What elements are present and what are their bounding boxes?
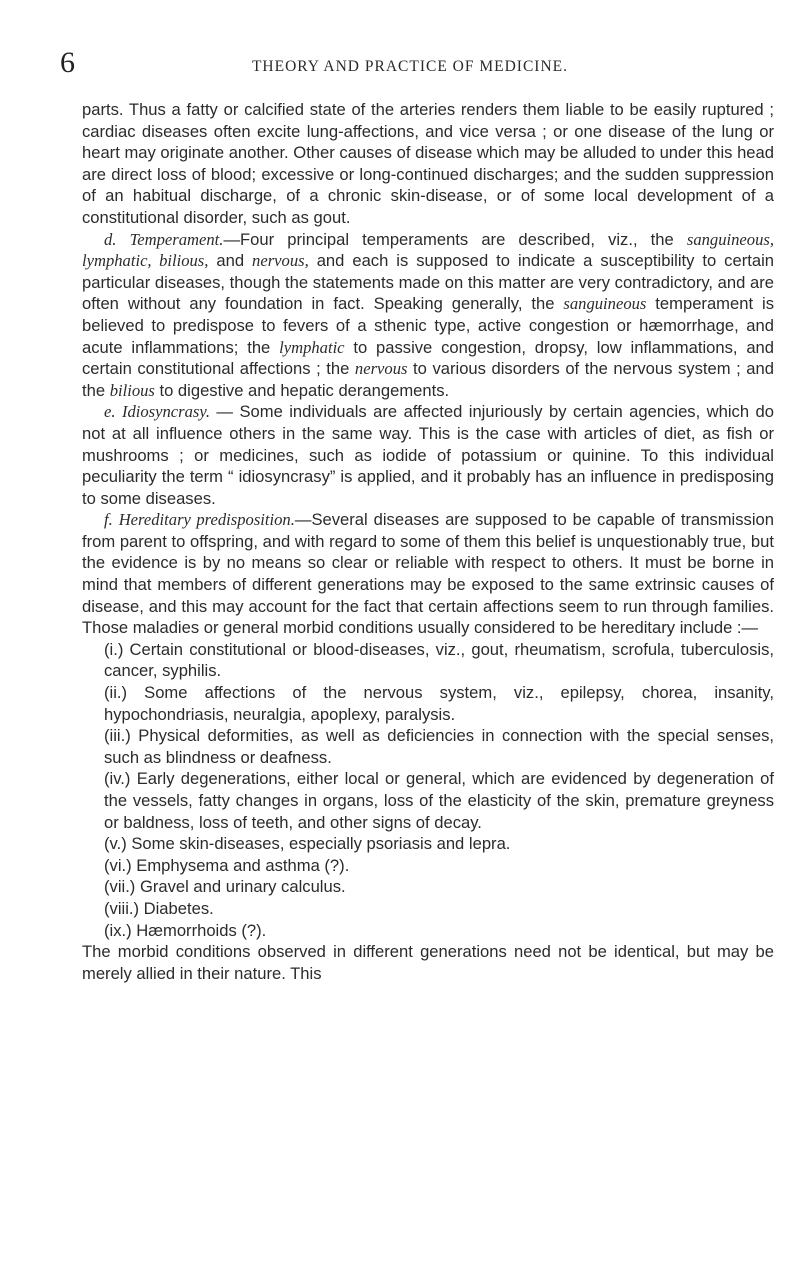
list-item: (v.) Some skin-diseases, especially psoriasis and lepra. bbox=[104, 834, 511, 854]
list-item: (iii.) Physical deformities, as well as deficiencies in connection with the special senses, such as blindness or deafness. bbox=[104, 726, 774, 767]
list-item: (iv.) Early degenerations, either local or general, which are evidenced by degeneration of the vessels, fatty changes in organs, loss of the elasticity of the skin, premature greyness or baldness, loss of teeth, and other signs of decay. bbox=[104, 769, 774, 832]
list-item: (ix.) Hæmorrhoids (?). bbox=[104, 920, 267, 940]
paragraph-temperament: d. Temperament.—Four principal temperaments are described, viz., the sanguineous, lymphatic, bilious, and nervous, and each is supposed to indicate a susceptibility to certain particular diseases, though the statements made on this matter are very contradictory, and are often without any foundation in fact. Speaking generally, the sanguineous temperament is believed to predispose to fevers of a sthenic type, active congestion or hæmorrhage, and acute inflammations; the lymphatic to passive congestion, dropsy, low inflammations, and certain constitutional affections ; the nervous to various disorders of the nervous system ; and the bilious to digestive and hepatic derangements. bbox=[82, 229, 775, 400]
section-letter-f: f. bbox=[104, 510, 113, 530]
page-header bbox=[60, 48, 760, 82]
paragraph-continuation: parts. Thus a fatty or calcified state of the arteries renders them liable to be easily ruptured ; cardiac diseases often excite lung-affections, and vice versa ; or one disease of the lung or heart may originate another. Other causes of disease which may be alluded to under this head are direct loss of blood; excessive or long-continued discharges; and the sudden suppression of an habitual discharge, of a chronic skin-disease, or of some local development of a constitutional disorder, such as gout. bbox=[82, 100, 774, 227]
list-item: (i.) Certain constitutional or blood-diseases, viz., gout, rheumatism, scrofula, tuberculosis, cancer, syphilis. bbox=[104, 639, 774, 681]
page-body bbox=[82, 99, 774, 984]
section-letter-d: d. bbox=[104, 229, 117, 249]
section-letter-e: e. bbox=[104, 402, 116, 422]
heading-idiosyncrasy: Idiosyncrasy. bbox=[121, 402, 210, 422]
running-head: THEORY AND PRACTICE OF MEDICINE. bbox=[251, 58, 569, 75]
paragraph-hereditary: f. Hereditary predisposition.—Several diseases are supposed to be capable of transmission from parent to offspring, and with regard to some of them this belief is unquestionably true, but the evidence is by no means so clear or reliable with respect to others. It must be borne in mind that members of different generations may be exposed to the same extrinsic causes of disease, and this may account for the fact that certain affections seem to run through families. Those maladies or general morbid conditions usually considered to be hereditary include :— bbox=[82, 510, 774, 638]
list-item: (vii.) Gravel and urinary calculus. bbox=[104, 877, 346, 897]
heading-hereditary-predisposition: Hereditary predisposition. bbox=[118, 510, 295, 530]
list-item: (ii.) Some affections of the nervous system, viz., epilepsy, chorea, insanity, hypochondriasis, neuralgia, apoplexy, paralysis. bbox=[104, 683, 774, 724]
paragraph-morbid-conditions: The morbid conditions observed in different generations need not be identical, but may be merely allied in their nature. This bbox=[82, 942, 774, 983]
list-item: (viii.) Diabetes. bbox=[104, 898, 214, 918]
heading-temperament: Temperament. bbox=[129, 229, 224, 249]
paragraph-idiosyncrasy: e. Idiosyncrasy. — Some individuals are affected injuriously by certain agencies, which do not at all influence others in the same way. This is the case with articles of diet, as fish or mushrooms ; or medicines, such as iodide of potassium or quinine. To this individual peculiarity the term “ idiosyncrasy” is applied, and it probably has an influence in predisposing to some diseases. bbox=[82, 402, 774, 508]
list-item: (vi.) Emphysema and asthma (?). bbox=[104, 855, 350, 875]
page-number: 6 bbox=[60, 46, 75, 79]
